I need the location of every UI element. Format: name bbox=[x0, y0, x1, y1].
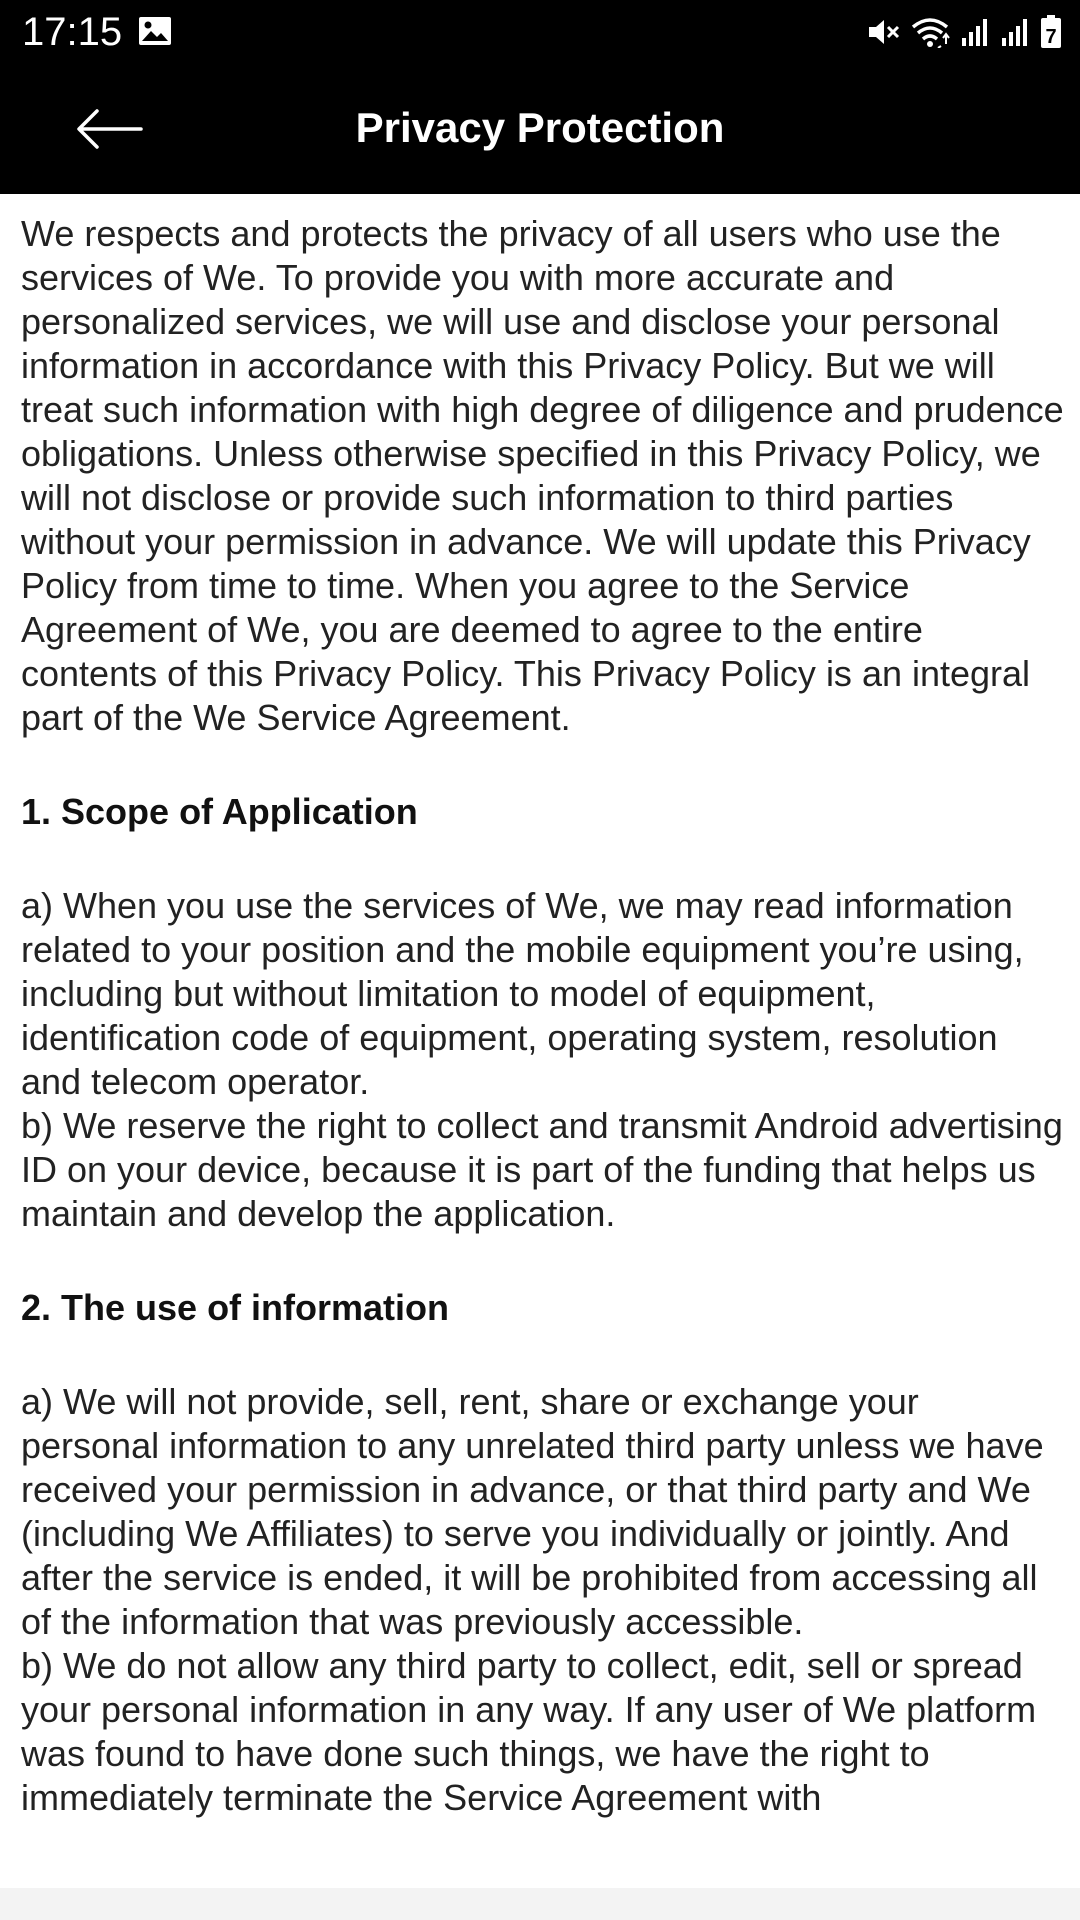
signal-icon bbox=[1000, 16, 1030, 48]
status-icons bbox=[866, 14, 1062, 50]
mute-icon bbox=[866, 16, 900, 48]
status-time: 17:15 bbox=[22, 10, 123, 54]
section-body-scope: a) When you use the services of We, we may read information related to your position and the mobile equipment you’re using, including but without limitation to model of equipment, identification code of equipment, operating system, resolution and telecom operator. b) We reserve the right to collect and transmit Android advertising ID on your device, because it is part of the funding that helps us maintain and develop the application. bbox=[21, 885, 1063, 1234]
status-bar bbox=[0, 0, 1080, 64]
bottom-edge bbox=[0, 1888, 1080, 1920]
image-icon bbox=[138, 16, 172, 46]
battery-level: 7 bbox=[1045, 26, 1057, 48]
policy-content[interactable] bbox=[21, 212, 1065, 1820]
intro-paragraph: We respects and protects the privacy of all users who use the services of We. To provide you with more accurate and personalized services, we will use and disclose your personal information in accordance with this Privacy Policy. But we will treat such information with high degree of diligence and prudence obligations. Unless otherwise specified in this Privacy Policy, we will not disclose or provide such information to third parties without your permission in advance. We will update this Privacy Policy from time to time. When you agree to the Service Agreement of We, you are deemed to agree to the entire contents of this Privacy Policy. This Privacy Policy is an integral part of the We Service Agreement. bbox=[21, 213, 1064, 738]
signal-icon bbox=[960, 16, 990, 48]
app-bar bbox=[0, 64, 1080, 194]
page-title: Privacy Protection bbox=[355, 104, 725, 151]
battery-icon bbox=[1040, 15, 1062, 49]
section-heading-use-of-information: 2. The use of information bbox=[21, 1287, 450, 1328]
section-heading-scope: 1. Scope of Application bbox=[21, 791, 418, 832]
section-body-use-of-information: a) We will not provide, sell, rent, share or exchange your personal information to any unrelated third party unless we have received your permission in advance, or that third party and We (including We Affiliates) to serve you individually or jointly. And after the service is ended, it will be prohibited from accessing all of the information that was previously accessible. b) We do not allow any third party to collect, edit, sell or spread your personal information in any way. If any user of We platform was found to have done such things, we have the right to immediately terminate the Service Agreement with bbox=[21, 1381, 1044, 1818]
wifi-icon bbox=[910, 16, 950, 48]
